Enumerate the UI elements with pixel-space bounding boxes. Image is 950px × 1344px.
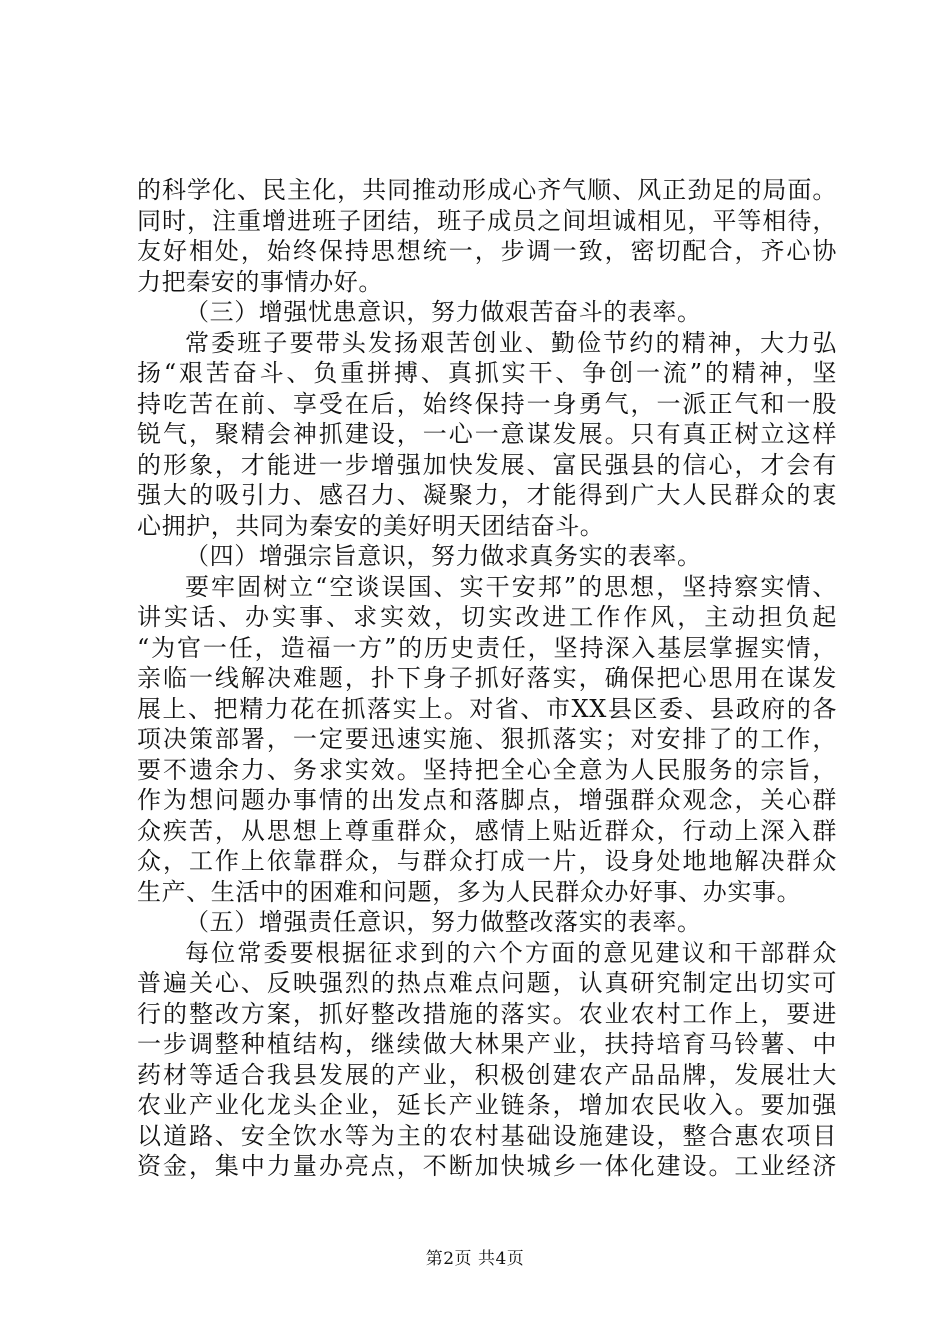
text-line: 药材等适合我县发展的产业，积极创建农产品品牌，发展壮大 (137, 1060, 837, 1089)
text-line: 的形象，才能进一步增强加快发展、富民强县的信心，才会有 (137, 450, 837, 479)
text-line: 讲实话、办实事、求实效，切实改进工作作风，主动担负起 (137, 603, 837, 631)
text-line: 以道路、安全饮水等为主的农村基础设施建设，整合惠农项目 (137, 1121, 837, 1150)
text-line: 持吃苦在前、享受在后，始终保持一身勇气，一派正气和一股 (137, 389, 837, 418)
text-line: 友好相处，始终保持思想统一，步调一致，密切配合，齐心协 (137, 237, 837, 265)
text-line: （四）增强宗旨意识，努力做求真务实的表率。 (185, 542, 702, 570)
text-line: 要不遗余力、务求实效。坚持把全心全意为人民服务的宗旨， (137, 755, 837, 784)
text-line: 一步调整种植结构，继续做大林果产业，扶持培育马铃薯、中 (137, 1030, 837, 1058)
text-line: 的科学化、民主化，共同推动形成心齐气顺、风正劲足的局面。 (137, 176, 837, 204)
text-line: 每位常委要根据征求到的六个方面的意见建议和干部群众 (185, 938, 837, 967)
text-line: 生产、生活中的困难和问题，多为人民群众办好事、办实事。 (137, 877, 802, 906)
text-line: 作为想问题办事情的出发点和落脚点，增强群众观念，关心群 (137, 786, 837, 814)
text-line: 众，工作上依靠群众，与群众打成一片，设身处地地解决群众 (137, 847, 837, 875)
document-body (137, 175, 837, 1182)
page-footer: 第2页 共4页 (425, 1249, 525, 1269)
text-line: 众疾苦，从思想上尊重群众，感情上贴近群众，行动上深入群 (137, 816, 837, 845)
text-line: 资金，集中力量办亮点，不断加快城乡一体化建设。工业经济 (137, 1152, 837, 1180)
text-line: （五）增强责任意识，努力做整改落实的表率。 (185, 908, 702, 936)
text-line: 心拥护，共同为秦安的美好明天团结奋斗。 (137, 511, 605, 540)
text-line: 扬“艰苦奋斗、负重拼搏、真抓实干、争创一流”的精神，坚 (137, 359, 837, 387)
text-line: 力把秦安的事情办好。 (137, 267, 383, 296)
text-line: 强大的吸引力、感召力、凝聚力，才能得到广大人民群众的衷 (137, 481, 837, 509)
text-line: 要牢固树立“空谈误国、实干安邦”的思想，坚持察实情、 (185, 572, 837, 601)
text-line: 农业产业化龙头企业，延长产业链条，增加农民收入。要加强 (137, 1091, 837, 1119)
text-line: 普遍关心、反映强烈的热点难点问题，认真研究制定出切实可 (137, 969, 837, 997)
text-line: 同时，注重增进班子团结，班子成员之间坦诚相见，平等相待， (137, 206, 837, 235)
text-line: 行的整改方案，抓好整改措施的落实。农业农村工作上，要进 (137, 999, 837, 1028)
text-line: 亲临一线解决难题，扑下身子抓好落实，确保把心思用在谋发 (137, 664, 837, 692)
text-line: 项决策部署，一定要迅速实施、狠抓落实；对安排了的工作， (137, 725, 837, 753)
text-line: 锐气，聚精会神抓建设，一心一意谋发展。只有真正树立这样 (137, 420, 837, 448)
text-line: 常委班子要带头发扬艰苦创业、勤俭节约的精神，大力弘 (185, 328, 837, 357)
text-line: （三）增强忧患意识，努力做艰苦奋斗的表率。 (185, 298, 702, 326)
text-line: “为官一任，造福一方”的历史责任，坚持深入基层掌握实情， (137, 633, 837, 662)
text-line: 展上、把精力花在抓落实上。对省、市XX县区委、县政府的各 (137, 694, 837, 723)
